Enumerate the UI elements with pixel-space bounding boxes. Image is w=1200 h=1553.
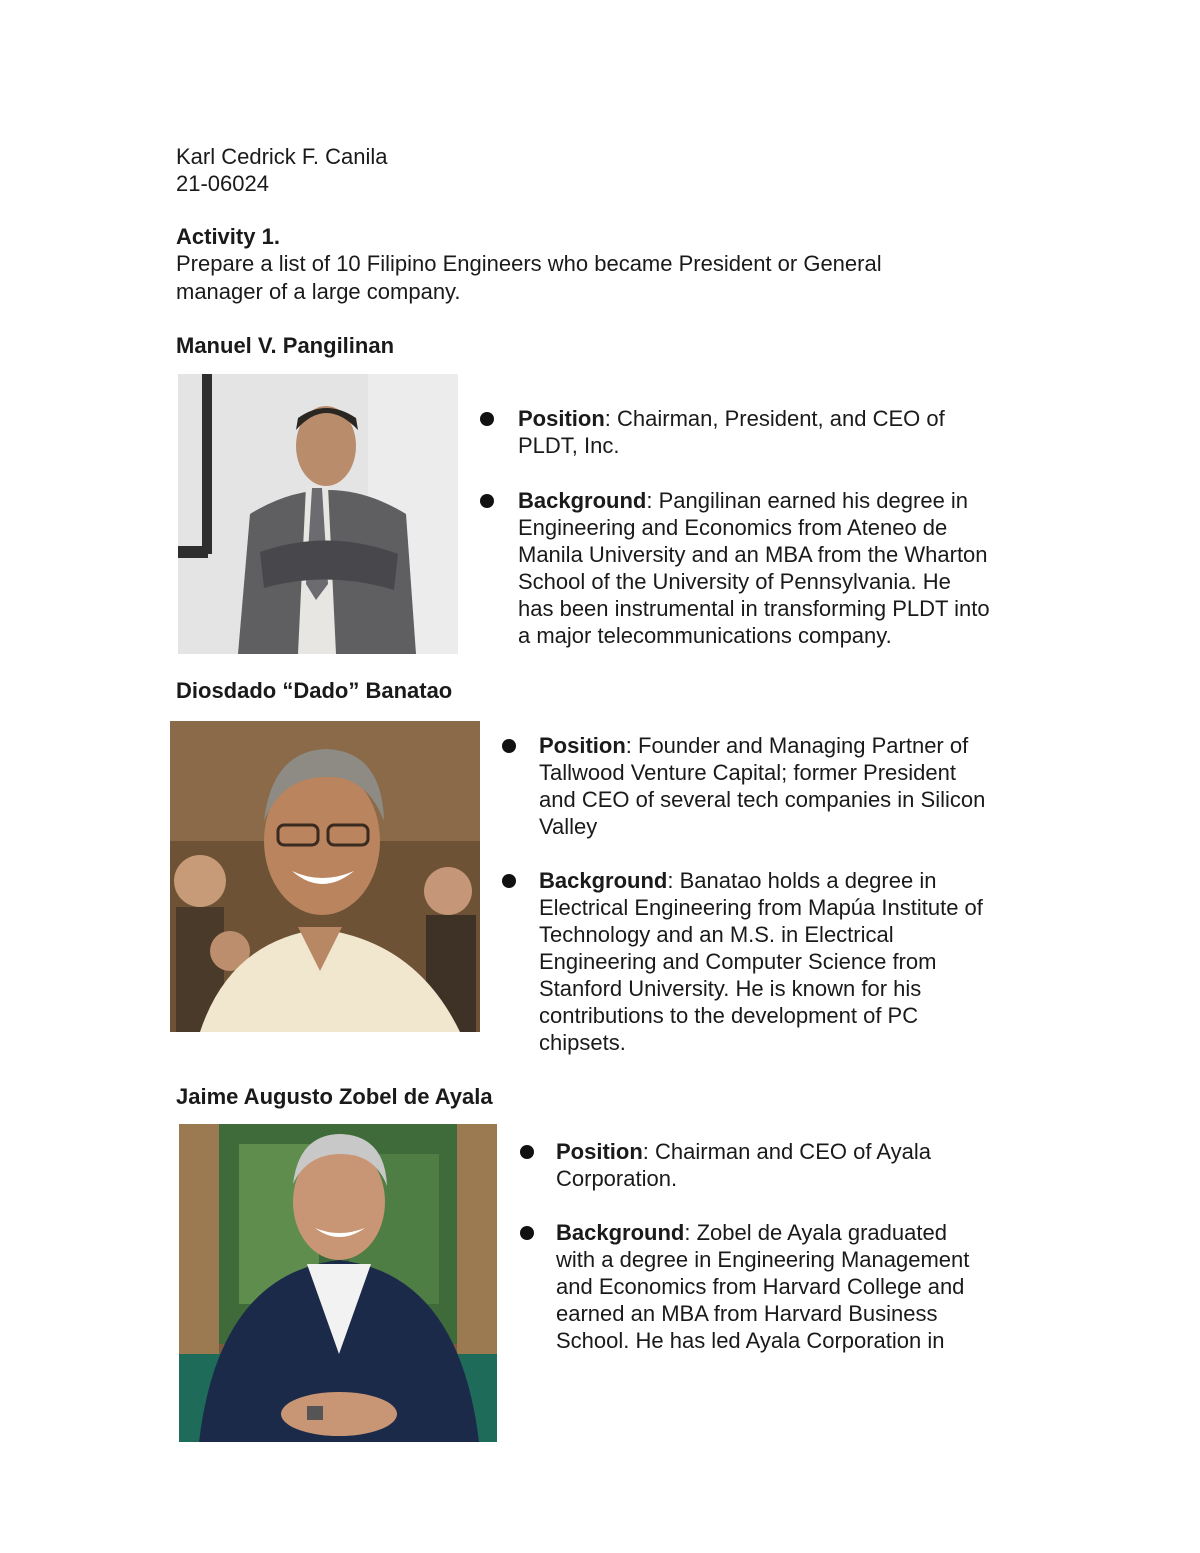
- position-label: Position: [556, 1139, 643, 1164]
- student-id: 21-06024: [176, 171, 269, 196]
- position-text: Corporation.: [556, 1166, 678, 1191]
- background-text: : Banatao holds a degree in: [667, 868, 937, 893]
- background-text: chipsets.: [539, 1030, 626, 1055]
- background-text: School of the University of Pennsylvania. He: [518, 569, 951, 594]
- position-text: Tallwood Venture Capital; former President: [539, 760, 956, 785]
- bullet-icon: [520, 1145, 534, 1159]
- bullet-icon: [480, 494, 494, 508]
- background-text: and Economics from Harvard College and: [556, 1274, 965, 1299]
- position-text: : Chairman, President, and CEO of: [604, 406, 945, 431]
- bullet-icon: [520, 1226, 534, 1240]
- background-text: Engineering and Economics from Ateneo de: [518, 515, 948, 540]
- background-label: Background: [556, 1220, 685, 1245]
- bullet-icon: [502, 874, 516, 888]
- background-text: a major telecommunications company.: [518, 623, 892, 648]
- background-text: : Pangilinan earned his degree in: [646, 488, 969, 513]
- bullet-icon: [502, 739, 516, 753]
- activity-title: Activity 1.: [176, 224, 280, 249]
- background-text: Technology and an M.S. in Electrical: [539, 922, 894, 947]
- background-text: Engineering and Computer Science from: [539, 949, 937, 974]
- background-text: Electrical Engineering from Mapúa Institute of: [539, 895, 983, 920]
- engineer-name: Jaime Augusto Zobel de Ayala: [176, 1084, 493, 1109]
- position-label: Position: [518, 406, 605, 431]
- background-text: with a degree in Engineering Management: [556, 1247, 970, 1272]
- position-label: Position: [539, 733, 626, 758]
- portrait-photo: [170, 721, 480, 1032]
- activity-instruction-line1: Prepare a list of 10 Filipino Engineers who became President or General: [176, 251, 882, 276]
- position-text: : Founder and Managing Partner of: [625, 733, 969, 758]
- position-text: : Chairman and CEO of Ayala: [642, 1139, 931, 1164]
- background-text: has been instrumental in transforming PLDT into: [518, 596, 990, 621]
- background-text: earned an MBA from Harvard Business: [556, 1301, 938, 1326]
- activity-instruction-line2: manager of a large company.: [176, 279, 461, 304]
- background-text: Manila University and an MBA from the Wharton: [518, 542, 988, 567]
- background-text: School. He has led Ayala Corporation in: [556, 1328, 945, 1353]
- engineer-name: Diosdado “Dado” Banatao: [176, 678, 453, 703]
- background-text: contributions to the development of PC: [539, 1003, 919, 1028]
- background-label: Background: [539, 868, 668, 893]
- background-text: : Zobel de Ayala graduated: [684, 1220, 947, 1245]
- engineer-name: Manuel V. Pangilinan: [176, 333, 395, 358]
- portrait-photo: [179, 1124, 497, 1442]
- position-text: and CEO of several tech companies in Silicon: [539, 787, 986, 812]
- portrait-photo: [178, 374, 458, 654]
- bullet-icon: [480, 412, 494, 426]
- position-text: PLDT, Inc.: [518, 433, 620, 458]
- background-text: Stanford University. He is known for his: [539, 976, 922, 1001]
- background-label: Background: [518, 488, 647, 513]
- position-text: Valley: [539, 814, 598, 839]
- student-name: Karl Cedrick F. Canila: [176, 144, 388, 169]
